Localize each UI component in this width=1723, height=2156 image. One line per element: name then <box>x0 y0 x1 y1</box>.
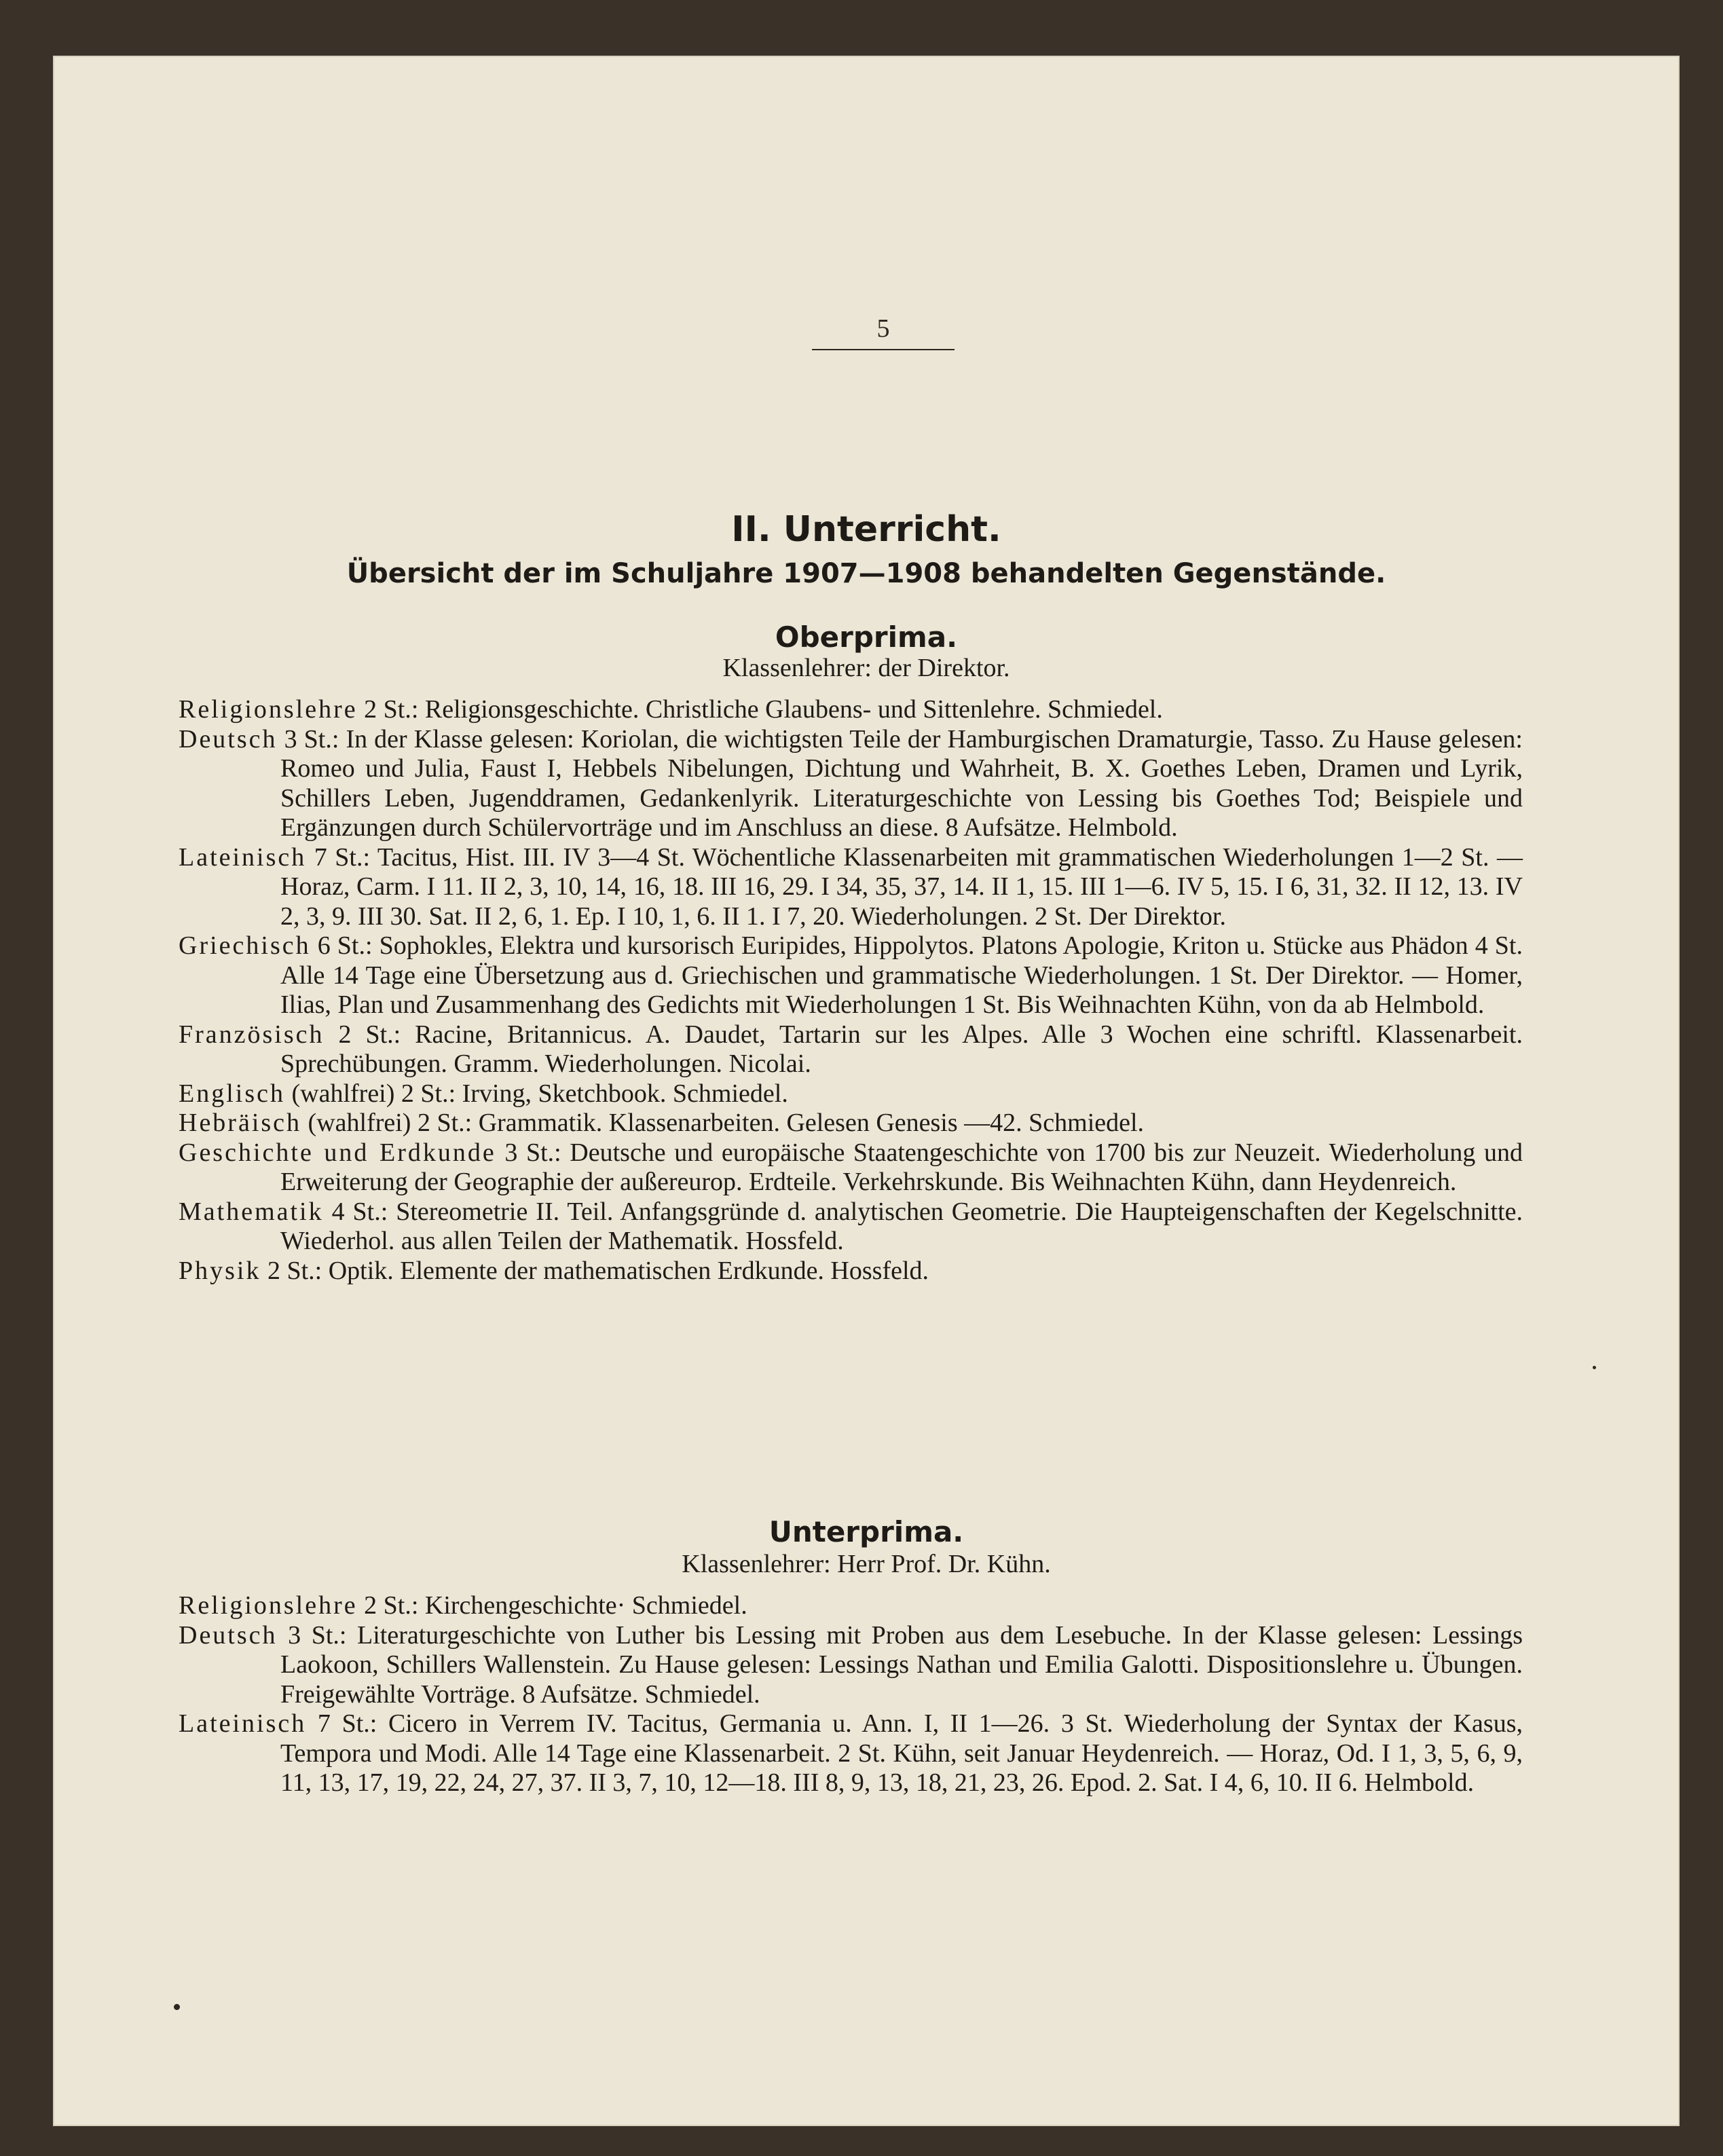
entry-lateinisch <box>179 1709 1523 1798</box>
entry-text: 2 St.: Kirchengeschichte· Schmiedel. <box>357 1591 747 1620</box>
subject-name: Physik <box>179 1256 261 1285</box>
subject-name: Hebräisch <box>179 1109 302 1137</box>
entry-text: 4 St.: Stereometrie II. Teil. Anfangsgründe d. analytischen Geometrie. Die Haupteigenschaften der Kegelschnitte. Wiederhol. aus allen Teilen der Mathematik. Hossfeld. <box>280 1197 1523 1255</box>
entry-hebraeisch <box>179 1109 1523 1138</box>
entry-text: (wahlfrei) 2 St.: Irving, Sketchbook. Schmiedel. <box>284 1079 788 1108</box>
subject-name: Lateinisch <box>179 842 307 872</box>
entry-text: 2 St.: Optik. Elemente der mathematischen Erdkunde. Hossfeld. <box>261 1256 929 1285</box>
entries-unterprima <box>179 1591 1523 1798</box>
section-teacher-oberprima: Klassenlehrer: der Direktor. <box>722 654 1010 682</box>
subject-name: Deutsch <box>179 1620 278 1650</box>
subject-name: Französisch <box>179 1020 325 1049</box>
subject-name: Englisch <box>179 1079 285 1108</box>
chapter-subtitle: Übersicht der im Schuljahre 1907—1908 behandelten Gegenstände. <box>346 558 1386 589</box>
subject-name: Geschichte und Erdkunde <box>179 1138 496 1167</box>
section-teacher-unterprima: Klassenlehrer: Herr Prof. Dr. Kühn. <box>682 1550 1051 1578</box>
entry-text: 3 St.: Deutsche und europäische Staatengeschichte von 1700 bis zur Neuzeit. Wiederholung und Erweiterung der Geographie der außereurop. Erdteile. Verkehrskunde. Bis Weihnachten Kühn, dann Heydenreich. <box>280 1138 1523 1196</box>
entry-religionslehre <box>179 695 1523 725</box>
section-title-oberprima: Oberprima. <box>775 620 958 654</box>
entry-text: 3 St.: Literaturgeschichte von Luther bis Lessing mit Proben aus dem Lesebuche. In der Klasse gelesen: Lessings Laokoon, Schillers Wallenstein. Zu Hause gelesen: Lessings Nathan und Emilia Galotti. Dispositionslehre u. Übungen. Freigewählte Vorträge. 8 Aufsätze. Schmiedel. <box>277 1620 1523 1709</box>
entry-geschichte-erdkunde <box>179 1138 1523 1197</box>
section-title-unterprima: Unterprima. <box>768 1515 964 1548</box>
document-page <box>53 56 1680 2126</box>
subject-name: Religionslehre <box>179 1591 358 1620</box>
entries-oberprima <box>179 695 1523 1286</box>
entry-deutsch <box>179 1621 1523 1710</box>
subject-name: Deutsch <box>179 724 278 754</box>
entry-deutsch <box>179 725 1523 843</box>
entry-lateinisch <box>179 843 1523 932</box>
entry-religionslehre <box>179 1591 1523 1621</box>
entry-text: 2 St.: Religionsgeschichte. Christliche Glaubens- und Sittenlehre. Schmiedel. <box>357 695 1163 724</box>
page-number: 5 <box>812 314 955 350</box>
entry-text: 6 St.: Sophokles, Elektra und kursorisch Euripides, Hippolytos. Platons Apologie, Kriton u. Stücke aus Phädon 4 St. Alle 14 Tage eine Übersetzung aus d. Griechischen und grammatische Wiederholungen. 1 St. Der Direktor. — Homer, Ilias, Plan und Zusammenhang des Gedichts mit Wiederholungen 1 St. Bis Weihnachten Kühn, von da ab Helmbold. <box>280 931 1523 1019</box>
entry-text: 7 St.: Cicero in Verrem IV. Tacitus, Germania u. Ann. I, II 1—26. 3 St. Wiederholung der Syntax der Kasus, Tempora und Modi. Alle 14 Tage eine Klassenarbeit. 2 St. Kühn, seit Januar Heydenreich. — Horaz, Od. I 1, 3, 5, 6, 9, 11, 13, 17, 19, 22, 24, 27, 37. II 3, 7, 10, 12—18. III 8, 9, 13, 18, 21, 23, 26. Epod. 2. Sat. I 4, 6, 10. II 6. Helmbold. <box>280 1709 1523 1797</box>
subject-name: Religionslehre <box>179 695 358 724</box>
entry-englisch <box>179 1079 1523 1109</box>
entry-griechisch <box>179 931 1523 1020</box>
entry-text: (wahlfrei) 2 St.: Grammatik. Klassenarbeiten. Gelesen Genesis —42. Schmiedel. <box>301 1109 1145 1137</box>
entry-text: 7 St.: Tacitus, Hist. III. IV 3—4 St. Wöchentliche Klassenarbeiten mit grammatischen Wiederholungen 1—2 St. — Horaz, Carm. I 11. II 2, 3, 10, 14, 16, 18. III 16, 29. I 34, 35, 37, 14. II 1, 15. III 1—6. IV 5, 15. I 6, 31, 32. II 12, 13. IV 2, 3, 9. III 30. Sat. II 2, 6, 1. Ep. I 10, 1, 6. II 1. I 7, 20. Wiederholungen. 2 St. Der Direktor. <box>280 842 1523 931</box>
ink-speck <box>1593 1366 1596 1369</box>
entry-franzoesisch <box>179 1020 1523 1079</box>
entry-physik <box>179 1257 1523 1286</box>
subject-name: Lateinisch <box>179 1709 307 1738</box>
chapter-title: II. Unterricht. <box>731 509 1001 550</box>
entry-text: 3 St.: In der Klasse gelesen: Koriolan, die wichtigsten Teile der Hamburgischen Dramaturgie, Tasso. Zu Hause gelesen: Romeo und Julia, Faust I, Hebbels Nibelungen, Dichtung und Wahrheit, B. X. Goethes Leben, Dramen und Lyrik, Schillers Leben, Jugenddramen, Gedankenlyrik. Literaturgeschichte von Lessing bis Goethes Tod; Beispiele und Ergänzungen durch Schülervorträge und im Anschluss an diese. 8 Aufsätze. Helmbold. <box>277 724 1523 842</box>
subject-name: Griechisch <box>179 931 311 960</box>
subject-name: Mathematik <box>179 1197 324 1226</box>
ink-speck <box>174 2004 180 2010</box>
entry-mathematik <box>179 1197 1523 1257</box>
entry-text: 2 St.: Racine, Britannicus. A. Daudet, Tartarin sur les Alpes. Alle 3 Wochen eine schriftl. Klassenarbeit. Sprechübungen. Gramm. Wiederholungen. Nicolai. <box>280 1020 1523 1078</box>
